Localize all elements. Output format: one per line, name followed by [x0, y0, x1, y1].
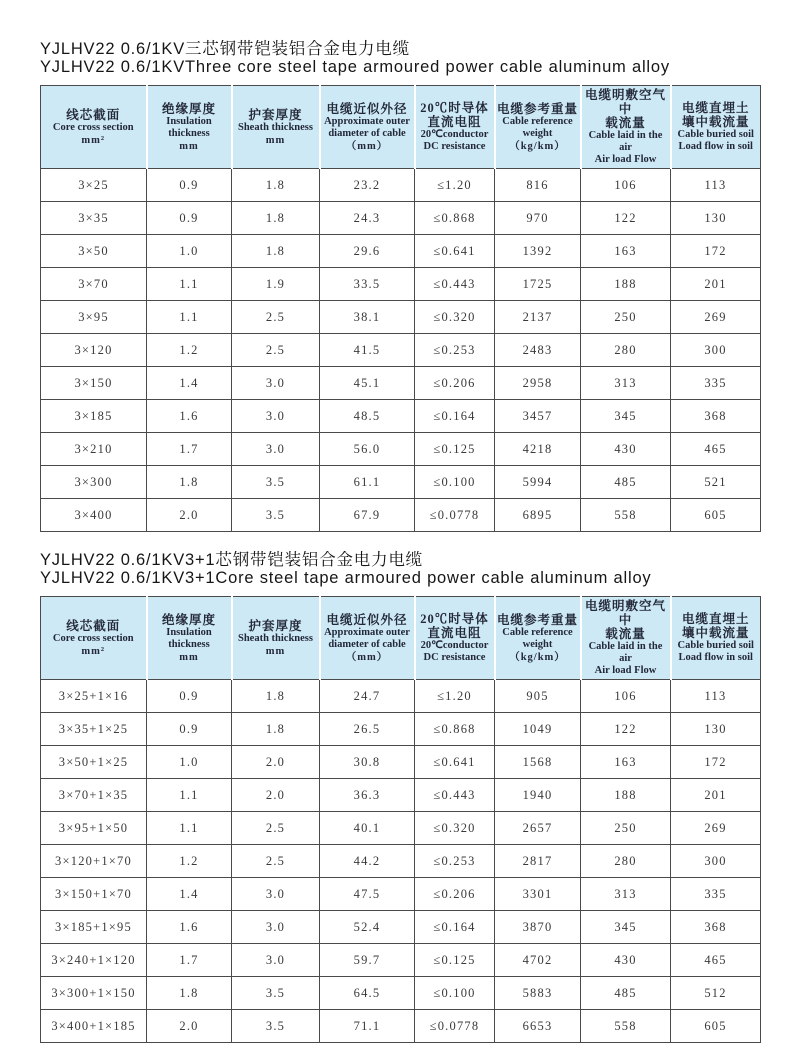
header-en-line: Cable buried soil — [677, 640, 754, 651]
table-cell: 1.6 — [147, 400, 232, 433]
table-cell: 3×35+1×25 — [41, 713, 147, 746]
table-cell: ≤0.125 — [415, 944, 495, 977]
table-cell: 1.8 — [232, 713, 320, 746]
table-cell: 1568 — [495, 746, 581, 779]
header-zh-line: 线芯截面 — [66, 107, 121, 122]
table-cell: ≤0.320 — [415, 301, 495, 334]
header-zh-line: 电缆参考重量 — [496, 101, 578, 116]
table-cell: 3×95+1×50 — [41, 812, 147, 845]
header-zh-line: 壤中载流量 — [681, 626, 750, 640]
table-cell: 59.7 — [320, 944, 415, 977]
header-en-line: Insulation — [166, 626, 212, 638]
column-header — [320, 86, 415, 169]
table-cell: 0.9 — [147, 169, 232, 202]
column-header — [495, 597, 581, 680]
table-cell: 3301 — [495, 878, 581, 911]
table-cell: 163 — [581, 235, 671, 268]
table-cell: 485 — [581, 466, 671, 499]
table-cell: 23.2 — [320, 169, 415, 202]
table-cell: 3×185 — [41, 400, 147, 433]
header-zh-line: 线芯截面 — [66, 618, 121, 633]
header-en-line: diameter of cable — [328, 127, 406, 139]
table-cell: ≤0.0778 — [415, 1010, 495, 1043]
table-cell: 0.9 — [147, 202, 232, 235]
table-cell: 3.5 — [232, 466, 320, 499]
table-row — [41, 499, 761, 532]
table-cell: 113 — [671, 169, 761, 202]
table-cell: 3.0 — [232, 944, 320, 977]
table-cell: 3.0 — [232, 400, 320, 433]
table-cell: 250 — [581, 301, 671, 334]
table-cell: 33.5 — [320, 268, 415, 301]
table-cell: 3×400+1×185 — [41, 1010, 147, 1043]
table-cell: ≤0.100 — [415, 466, 495, 499]
cable-spec-table-3plus1core — [40, 596, 761, 1043]
column-header — [415, 597, 495, 680]
header-en-line: thickness — [168, 127, 210, 139]
table-cell: 485 — [581, 977, 671, 1010]
table-cell: ≤0.641 — [415, 746, 495, 779]
table-cell: 2.0 — [232, 746, 320, 779]
table-cell: 2958 — [495, 367, 581, 400]
table-cell: 3×35 — [41, 202, 147, 235]
column-header — [581, 86, 671, 169]
table2-title-block — [40, 551, 760, 587]
table-cell: 3×210 — [41, 433, 147, 466]
table-cell: 1.8 — [147, 977, 232, 1010]
table-row — [41, 746, 761, 779]
table-row — [41, 334, 761, 367]
table-cell: 313 — [581, 367, 671, 400]
table-row — [41, 202, 761, 235]
table-cell: 521 — [671, 466, 761, 499]
column-header — [41, 597, 147, 680]
table-cell: ≤0.443 — [415, 268, 495, 301]
table-cell: 24.7 — [320, 680, 415, 713]
header-zh-line: 电缆直埋土 — [681, 612, 750, 626]
table-cell: 465 — [671, 944, 761, 977]
table-cell: 250 — [581, 812, 671, 845]
table-cell: 3×240+1×120 — [41, 944, 147, 977]
table-cell: 6653 — [495, 1010, 581, 1043]
header-en-line: Cable buried soil — [677, 129, 754, 140]
header-zh-line: 载流量 — [605, 116, 646, 130]
table-cell: 5883 — [495, 977, 581, 1010]
header-en-line: Core cross section — [52, 121, 134, 133]
header-zh-line: 直流电阻 — [427, 626, 482, 640]
header-zh-line: 电缆参考重量 — [496, 612, 578, 627]
table-cell: 1.8 — [232, 202, 320, 235]
table-cell: 430 — [581, 433, 671, 466]
header-en-line: 20℃conductor — [420, 129, 489, 140]
header-unit: （kg/km） — [509, 140, 566, 152]
table-row — [41, 169, 761, 202]
table-cell: 605 — [671, 499, 761, 532]
table-cell: 3.0 — [232, 367, 320, 400]
table-cell: 1.8 — [232, 680, 320, 713]
table-cell: 1.2 — [147, 845, 232, 878]
header-unit: mm — [179, 651, 199, 663]
table-cell: 67.9 — [320, 499, 415, 532]
table1-title-block — [40, 40, 760, 76]
table-body — [41, 680, 761, 1043]
table-cell: 3.0 — [232, 911, 320, 944]
header-unit: （kg/km） — [509, 651, 566, 663]
table-cell: 2.5 — [232, 812, 320, 845]
table-row — [41, 944, 761, 977]
table-cell: 201 — [671, 268, 761, 301]
table-cell: 3×120 — [41, 334, 147, 367]
table-cell: 605 — [671, 1010, 761, 1043]
table-row — [41, 812, 761, 845]
table-cell: 2483 — [495, 334, 581, 367]
table-cell: 3.5 — [232, 499, 320, 532]
table-cell: 816 — [495, 169, 581, 202]
table-cell: 3.0 — [232, 433, 320, 466]
table-row — [41, 433, 761, 466]
table-cell: ≤0.253 — [415, 845, 495, 878]
table-cell: 36.3 — [320, 779, 415, 812]
table-cell: 24.3 — [320, 202, 415, 235]
header-en-line: Approximate outer — [324, 115, 410, 127]
table-cell: 40.1 — [320, 812, 415, 845]
table-row — [41, 367, 761, 400]
header-en-line: DC resistance — [423, 141, 486, 152]
table-cell: 172 — [671, 235, 761, 268]
table-cell: 1049 — [495, 713, 581, 746]
column-header — [232, 597, 320, 680]
table-cell: 1.4 — [147, 878, 232, 911]
header-en-line: Load flow in soil — [678, 652, 753, 663]
header-en-line: DC resistance — [423, 652, 486, 663]
table-cell: ≤0.164 — [415, 400, 495, 433]
table2-title-en: YJLHV22 0.6/1KV3+1Core steel tape armoured power cable aluminum alloy — [40, 569, 652, 587]
table-cell: 0.9 — [147, 713, 232, 746]
table-cell: 201 — [671, 779, 761, 812]
table-cell: 41.5 — [320, 334, 415, 367]
table-cell: 1.0 — [147, 235, 232, 268]
table-row — [41, 878, 761, 911]
table-cell: 1725 — [495, 268, 581, 301]
header-unit: （mm） — [345, 651, 389, 663]
table-cell: 1.9 — [232, 268, 320, 301]
table-cell: 905 — [495, 680, 581, 713]
table1-title-zh: YJLHV22 0.6/1KV三芯钢带铠装铝合金电力电缆 — [40, 40, 410, 58]
table-cell: 368 — [671, 400, 761, 433]
column-header — [320, 597, 415, 680]
header-zh-line: 载流量 — [605, 627, 646, 641]
table-cell: 1.4 — [147, 367, 232, 400]
header-en-line: Sheath thickness — [238, 121, 313, 133]
header-unit: mm — [265, 134, 286, 146]
table-row — [41, 400, 761, 433]
table-row — [41, 301, 761, 334]
header-en-line: Air load Flow — [594, 154, 657, 165]
column-header — [415, 86, 495, 169]
header-unit: mm² — [81, 134, 106, 146]
header-en-line: Cable reference — [502, 115, 573, 127]
table2-title-zh: YJLHV22 0.6/1KV3+1芯钢带铠装铝合金电力电缆 — [40, 551, 423, 569]
table-cell: 2817 — [495, 845, 581, 878]
table-cell: 4218 — [495, 433, 581, 466]
header-unit: （mm） — [345, 140, 389, 152]
table-cell: 269 — [671, 812, 761, 845]
header-en-line: Load flow in soil — [678, 141, 753, 152]
table-cell: ≤0.868 — [415, 713, 495, 746]
table-cell: ≤0.206 — [415, 878, 495, 911]
header-unit: mm² — [81, 645, 106, 657]
table-cell: 2137 — [495, 301, 581, 334]
table-cell: 1.8 — [232, 235, 320, 268]
table-cell: 3×300 — [41, 466, 147, 499]
table-cell: 71.1 — [320, 1010, 415, 1043]
table-row — [41, 845, 761, 878]
header-zh-line: 20℃时导体 — [420, 612, 489, 626]
table-cell: 1.7 — [147, 433, 232, 466]
table-header — [41, 86, 761, 169]
table-cell: 3870 — [495, 911, 581, 944]
table-cell: 106 — [581, 169, 671, 202]
table-cell: 122 — [581, 713, 671, 746]
table-cell: 29.6 — [320, 235, 415, 268]
table-row — [41, 977, 761, 1010]
table-cell: 122 — [581, 202, 671, 235]
header-zh-line: 电缆明敷空气中 — [584, 88, 666, 116]
table-cell: 1.0 — [147, 746, 232, 779]
cable-spec-table-3core — [40, 85, 761, 532]
table-cell: 300 — [671, 334, 761, 367]
table-cell: 3.5 — [232, 1010, 320, 1043]
header-en-line: diameter of cable — [328, 638, 406, 650]
table-cell: 3×25 — [41, 169, 147, 202]
table-cell: 2.5 — [232, 301, 320, 334]
header-unit: mm — [179, 140, 199, 152]
table-cell: 172 — [671, 746, 761, 779]
header-unit: mm — [265, 645, 286, 657]
header-en-line: Cable reference — [502, 626, 573, 638]
table-row — [41, 466, 761, 499]
table-body — [41, 169, 761, 532]
table-cell: 3×300+1×150 — [41, 977, 147, 1010]
table-cell: 64.5 — [320, 977, 415, 1010]
header-en-line: Cable laid in the air — [588, 641, 663, 664]
column-header — [147, 86, 232, 169]
table-cell: 300 — [671, 845, 761, 878]
table-cell: 1.2 — [147, 334, 232, 367]
header-row — [41, 86, 761, 169]
table-cell: 0.9 — [147, 680, 232, 713]
table-cell: 1.8 — [147, 466, 232, 499]
table-cell: 2657 — [495, 812, 581, 845]
header-en-line: Approximate outer — [324, 626, 410, 638]
table-cell: 3×150 — [41, 367, 147, 400]
table-cell: 3×95 — [41, 301, 147, 334]
table-cell: ≤1.20 — [415, 169, 495, 202]
table-cell: 1.1 — [147, 779, 232, 812]
column-header — [147, 597, 232, 680]
table-cell: 558 — [581, 499, 671, 532]
table-cell: 3×185+1×95 — [41, 911, 147, 944]
table-cell: 3×150+1×70 — [41, 878, 147, 911]
table-cell: ≤0.253 — [415, 334, 495, 367]
table-row — [41, 235, 761, 268]
table-cell: 335 — [671, 367, 761, 400]
table-cell: 4702 — [495, 944, 581, 977]
header-en-line: thickness — [168, 638, 210, 650]
table-cell: 3.0 — [232, 878, 320, 911]
header-en-line: Core cross section — [52, 632, 134, 644]
column-header — [671, 597, 761, 680]
header-zh-line: 绝缘厚度 — [161, 101, 216, 116]
table-cell: ≤0.164 — [415, 911, 495, 944]
table-cell: 3.5 — [232, 977, 320, 1010]
table-cell: 280 — [581, 334, 671, 367]
table-cell: 512 — [671, 977, 761, 1010]
header-zh-line: 绝缘厚度 — [161, 612, 216, 627]
column-header — [41, 86, 147, 169]
table-cell: 30.8 — [320, 746, 415, 779]
table-cell: 3×70+1×35 — [41, 779, 147, 812]
table-cell: 335 — [671, 878, 761, 911]
table-cell: 970 — [495, 202, 581, 235]
table-cell: 368 — [671, 911, 761, 944]
header-en-line: weight — [522, 127, 553, 139]
table-cell: 3×25+1×16 — [41, 680, 147, 713]
table-cell: 1.8 — [232, 169, 320, 202]
table-cell: 280 — [581, 845, 671, 878]
table1-title-en: YJLHV22 0.6/1KVThree core steel tape armoured power cable aluminum alloy — [40, 58, 670, 76]
table-cell: 2.0 — [232, 779, 320, 812]
table-cell: ≤0.0778 — [415, 499, 495, 532]
header-en-line: weight — [522, 638, 553, 650]
table-cell: 345 — [581, 400, 671, 433]
table-cell: 45.1 — [320, 367, 415, 400]
table-cell: ≤0.443 — [415, 779, 495, 812]
column-header — [581, 597, 671, 680]
header-en-line: Insulation — [166, 115, 212, 127]
table-row — [41, 268, 761, 301]
header-en-line: Sheath thickness — [238, 632, 313, 644]
table-cell: 1940 — [495, 779, 581, 812]
table-cell: 430 — [581, 944, 671, 977]
table-cell: 269 — [671, 301, 761, 334]
table-cell: 61.1 — [320, 466, 415, 499]
table-cell: 3×70 — [41, 268, 147, 301]
header-zh-line: 壤中载流量 — [681, 115, 750, 129]
header-zh-line: 电缆直埋土 — [681, 101, 750, 115]
table-cell: 1392 — [495, 235, 581, 268]
header-en-line: 20℃conductor — [420, 640, 489, 651]
header-zh-line: 护套厚度 — [248, 107, 303, 122]
table-row — [41, 779, 761, 812]
table-cell: 52.4 — [320, 911, 415, 944]
header-en-line: Cable laid in the air — [588, 130, 663, 153]
table-cell: ≤0.100 — [415, 977, 495, 1010]
table-cell: 558 — [581, 1010, 671, 1043]
header-row — [41, 597, 761, 680]
table-cell: ≤0.320 — [415, 812, 495, 845]
table-cell: 38.1 — [320, 301, 415, 334]
table-row — [41, 680, 761, 713]
header-en-line: Air load Flow — [594, 665, 657, 676]
table-row — [41, 1010, 761, 1043]
table-cell: 2.0 — [147, 499, 232, 532]
table-cell: 3×50+1×25 — [41, 746, 147, 779]
table-cell: 345 — [581, 911, 671, 944]
table-cell: ≤0.206 — [415, 367, 495, 400]
table-cell: 1.1 — [147, 301, 232, 334]
table-cell: 1.7 — [147, 944, 232, 977]
table-cell: 1.1 — [147, 812, 232, 845]
table-cell: 113 — [671, 680, 761, 713]
table-cell: 48.5 — [320, 400, 415, 433]
table-cell: 130 — [671, 202, 761, 235]
table-cell: ≤0.125 — [415, 433, 495, 466]
header-zh-line: 20℃时导体 — [420, 101, 489, 115]
table-cell: ≤1.20 — [415, 680, 495, 713]
table-cell: 188 — [581, 268, 671, 301]
table-header — [41, 597, 761, 680]
table-cell: 56.0 — [320, 433, 415, 466]
table-cell: 163 — [581, 746, 671, 779]
table-cell: 5994 — [495, 466, 581, 499]
table-cell: 47.5 — [320, 878, 415, 911]
table-cell: 2.0 — [147, 1010, 232, 1043]
table-cell: 2.5 — [232, 334, 320, 367]
table-row — [41, 911, 761, 944]
table-cell: 3×50 — [41, 235, 147, 268]
column-header — [232, 86, 320, 169]
table-cell: 1.1 — [147, 268, 232, 301]
table-cell: ≤0.868 — [415, 202, 495, 235]
column-header — [671, 86, 761, 169]
table-cell: 130 — [671, 713, 761, 746]
header-zh-line: 直流电阻 — [427, 115, 482, 129]
header-zh-line: 电缆近似外径 — [326, 612, 408, 627]
table-cell: 3457 — [495, 400, 581, 433]
header-zh-line: 电缆明敷空气中 — [584, 599, 666, 627]
table-cell: 1.6 — [147, 911, 232, 944]
table-cell: 2.5 — [232, 845, 320, 878]
table-cell: 106 — [581, 680, 671, 713]
table-cell: 6895 — [495, 499, 581, 532]
column-header — [495, 86, 581, 169]
table-cell: 465 — [671, 433, 761, 466]
table-row — [41, 713, 761, 746]
header-zh-line: 电缆近似外径 — [326, 101, 408, 116]
table-cell: ≤0.641 — [415, 235, 495, 268]
table-cell: 3×120+1×70 — [41, 845, 147, 878]
table-cell: 3×400 — [41, 499, 147, 532]
table-cell: 188 — [581, 779, 671, 812]
header-zh-line: 护套厚度 — [248, 618, 303, 633]
table-cell: 44.2 — [320, 845, 415, 878]
table-cell: 26.5 — [320, 713, 415, 746]
table-cell: 313 — [581, 878, 671, 911]
